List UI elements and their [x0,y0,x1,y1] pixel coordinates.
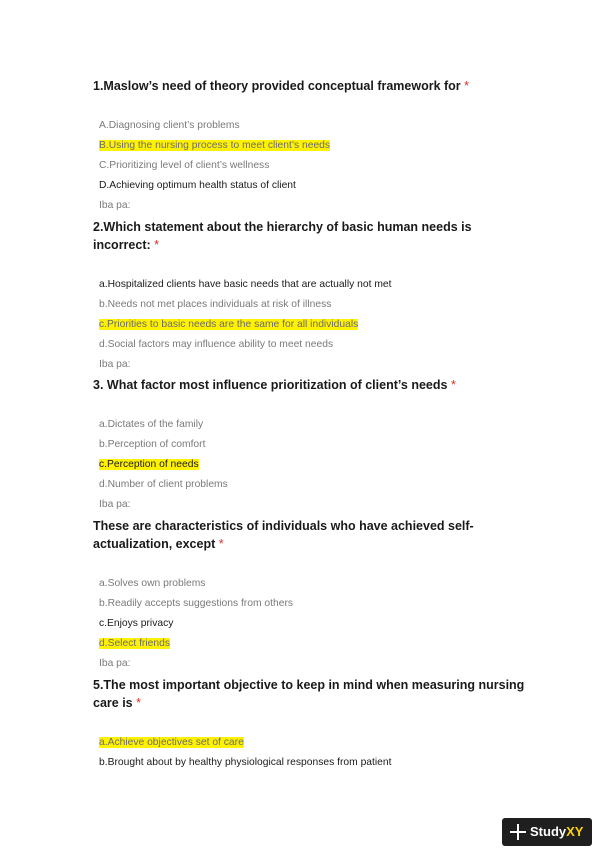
question-2-title [93,218,493,254]
question-4-option-b[interactable]: b.Readily accepts suggestions from others [99,598,294,609]
question-3-title [93,376,493,394]
question-1-option-a[interactable]: A.Diagnosing client’s problems [99,120,240,131]
question-1-title [93,77,493,95]
question-5-title [93,676,533,712]
highlighted-answer: a.Achieve objectives set of care [99,737,244,748]
question-3-text: 3. What factor most influence prioritization of client’s needs [93,378,448,392]
question-3-option-d[interactable]: d.Number of client problems [99,479,228,490]
question-2-option-d[interactable]: d.Social factors may influence ability to meet needs [99,339,334,350]
question-4-option-a[interactable]: a.Solves own problems [99,578,206,589]
question-5-text: 5.The most important objective to keep in mind when measuring nursing care is [93,678,525,710]
plus-icon [510,824,526,840]
question-4-text: These are characteristics of individuals who have achieved self-actualization, except [93,519,474,551]
required-mark: * [450,378,456,392]
question-2-text: 2.Which statement about the hierarchy of basic human needs is incorrect: [93,220,472,252]
question-1-option-d[interactable]: D.Achieving optimum health status of client [99,180,296,191]
question-4-option-c[interactable]: c.Enjoys privacy [99,618,174,629]
required-mark: * [136,696,141,710]
question-1-option-b[interactable] [99,139,330,153]
question-4-option-d[interactable] [99,637,170,651]
highlighted-answer: c.Priorities to basic needs are the same for all individuals [99,319,359,330]
required-mark: * [218,537,224,551]
question-5-option-a[interactable] [99,736,244,750]
question-2-other-option[interactable]: Iba pa: [99,359,131,370]
highlighted-answer: d.Select friends [99,638,170,649]
question-5-option-b[interactable]: b.Brought about by healthy physiological responses from patient [99,757,392,768]
question-2-option-c[interactable] [99,318,358,332]
highlighted-answer: c.Perception of needs [99,459,199,470]
question-4-title [93,517,493,553]
brand-name: StudyXY [530,824,584,839]
question-1-text: 1.Maslow’s need of theory provided conceptual framework for [93,79,461,93]
highlighted-answer: B.Using the nursing process to meet client’s needs [99,140,331,151]
question-1-option-c[interactable]: C.Prioritizing level of client’s wellness [99,160,270,171]
question-4-other-option[interactable]: Iba pa: [99,658,131,669]
question-3-option-c[interactable] [99,458,199,472]
question-2-option-b[interactable]: b.Needs not met places individuals at risk of illness [99,299,332,310]
question-3-other-option[interactable]: Iba pa: [99,499,131,510]
question-3-option-a[interactable]: a.Dictates of the family [99,419,204,430]
question-2-option-a[interactable]: a.Hospitalized clients have basic needs that are actually not met [99,279,392,290]
required-mark: * [154,238,160,252]
required-mark: * [464,79,470,93]
studyxy-logo [502,818,592,846]
question-1-other-option[interactable]: Iba pa: [99,200,131,211]
question-3-option-b[interactable]: b.Perception of comfort [99,439,206,450]
